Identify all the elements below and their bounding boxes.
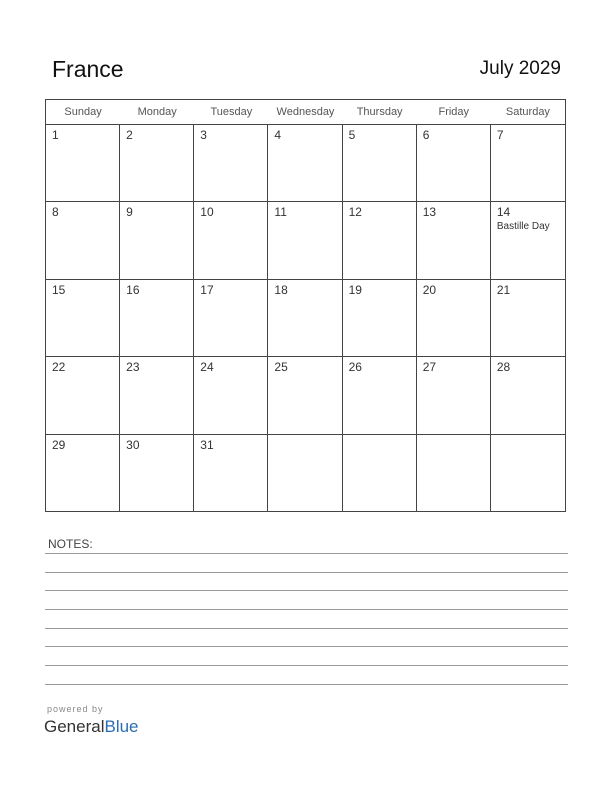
calendar-day-cell — [417, 280, 491, 357]
calendar-day-cell — [46, 435, 120, 512]
weekday-sunday: Sunday — [64, 106, 102, 118]
day-number: 30 — [126, 437, 140, 452]
calendar-day-cell — [343, 202, 417, 279]
day-number: 10 — [200, 205, 214, 220]
calendar-day-cell — [343, 357, 417, 434]
calendar-day-cell — [120, 202, 194, 279]
day-number: 29 — [52, 437, 66, 452]
calendar-day-cell — [417, 202, 491, 279]
day-number: 8 — [52, 205, 59, 220]
day-number: 2 — [126, 128, 133, 142]
day-number: 16 — [126, 282, 140, 297]
calendar-day-cell — [417, 125, 491, 202]
calendar-day-cell — [417, 435, 491, 512]
calendar-day-cell — [491, 125, 565, 202]
calendar-day-cell — [491, 435, 565, 512]
day-number: 28 — [496, 360, 511, 375]
calendar-day-cell — [46, 280, 120, 357]
calendar-day-cell — [491, 280, 565, 357]
brand-logo-general: General — [44, 717, 105, 736]
country-title: France — [52, 56, 124, 82]
notes-line — [45, 553, 568, 554]
notes-line — [45, 665, 568, 666]
notes-line — [45, 646, 568, 647]
calendar-day-cell — [268, 435, 342, 512]
day-number: 5 — [348, 128, 356, 142]
calendar-day-cell — [268, 357, 342, 434]
day-number: 25 — [274, 360, 288, 375]
day-number: 13 — [422, 205, 437, 220]
calendar-day-cell — [194, 435, 268, 512]
day-number: 19 — [348, 282, 362, 297]
calendar-day-cell — [268, 202, 342, 279]
day-number: 9 — [126, 205, 133, 220]
day-number: 23 — [126, 360, 140, 375]
brand-logo-blue: Blue — [104, 717, 139, 736]
day-number: 17 — [200, 282, 214, 297]
calendar-day-cell — [194, 202, 268, 279]
weekday-tuesday: Tuesday — [210, 106, 253, 118]
notes-line — [45, 572, 568, 573]
weekday-thursday: Thursday — [356, 106, 403, 118]
day-number: 1 — [52, 128, 59, 142]
brand-logo[interactable] — [44, 717, 139, 737]
notes-line — [45, 684, 568, 685]
weekday-saturday: Saturday — [505, 106, 550, 118]
calendar-day-cell — [46, 125, 120, 202]
calendar-day-cell — [120, 435, 194, 512]
day-number: 20 — [422, 282, 437, 297]
notes-line — [45, 590, 568, 591]
day-number: 6 — [422, 128, 430, 142]
day-number: 12 — [348, 205, 362, 220]
calendar-day-cell — [120, 357, 194, 434]
calendar-day-cell — [343, 435, 417, 512]
calendar-day-cell — [194, 280, 268, 357]
month-title: July 2029 — [479, 58, 561, 79]
calendar-day-cell — [194, 357, 268, 434]
calendar-day-cell — [268, 280, 342, 357]
day-number: 21 — [496, 282, 511, 297]
day-number: 24 — [200, 360, 214, 375]
day-number: 26 — [348, 360, 362, 375]
calendar-day-cell — [343, 125, 417, 202]
date-grid — [46, 125, 565, 512]
day-number: 7 — [496, 128, 504, 142]
day-number: 27 — [422, 360, 437, 375]
notes-label: NOTES: — [48, 537, 93, 551]
day-number: 18 — [274, 282, 288, 297]
day-number: 4 — [274, 128, 282, 142]
weekday-header-row — [46, 100, 565, 125]
calendar-day-cell — [491, 202, 565, 279]
weekday-monday: Monday — [137, 106, 177, 118]
calendar-day-cell — [194, 125, 268, 202]
notes-line — [45, 628, 568, 629]
day-number: 22 — [52, 360, 66, 375]
calendar-day-cell — [343, 280, 417, 357]
calendar-day-cell — [120, 125, 194, 202]
calendar-grid — [45, 99, 566, 512]
day-number: 3 — [200, 128, 207, 142]
calendar-day-cell — [268, 125, 342, 202]
weekday-friday: Friday — [438, 106, 470, 118]
calendar-day-cell — [417, 357, 491, 434]
day-number: 31 — [200, 437, 214, 452]
powered-by-text: powered by — [47, 704, 104, 714]
day-number: 11 — [274, 205, 287, 220]
weekday-wednesday: Wednesday — [276, 106, 335, 118]
notes-line — [45, 609, 568, 610]
holiday-label: Bastille Day — [496, 221, 550, 233]
calendar-day-cell — [491, 357, 565, 434]
day-number: 14 — [496, 205, 511, 220]
calendar-day-cell — [46, 357, 120, 434]
day-number: 15 — [52, 282, 66, 297]
calendar-day-cell — [46, 202, 120, 279]
calendar-day-cell — [120, 280, 194, 357]
